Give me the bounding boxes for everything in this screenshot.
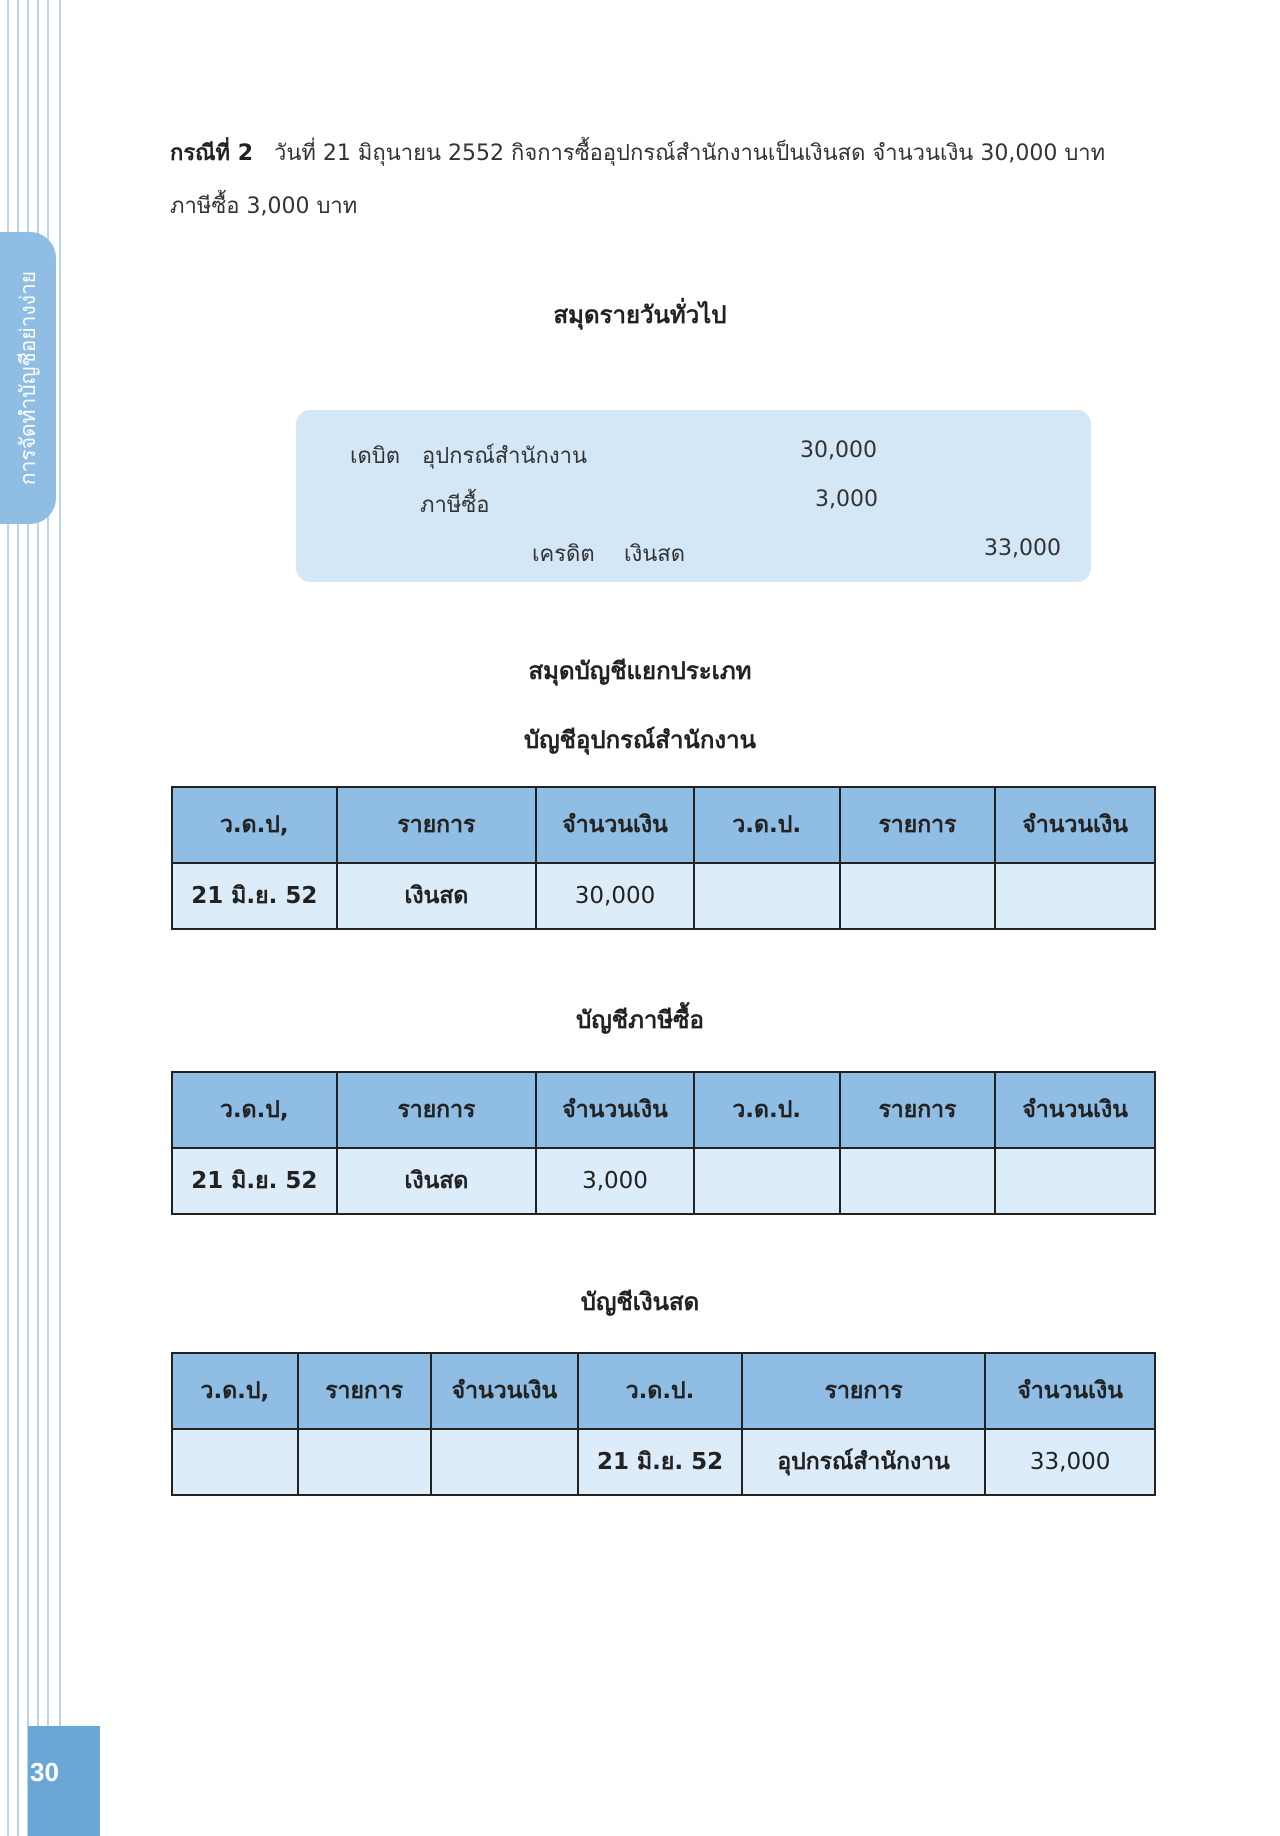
table-header-row — [172, 1353, 1155, 1429]
case-line-1 — [170, 135, 1105, 170]
cell-item-left — [298, 1429, 431, 1495]
header-item-left: รายการ — [337, 1072, 537, 1148]
header-date-right: ว.ด.ป. — [578, 1353, 742, 1429]
journal-entry1-account: อุปกรณ์สำนักงาน — [422, 444, 587, 469]
header-date-left: ว.ด.ป, — [172, 1353, 298, 1429]
cell-item-left: เงินสด — [337, 863, 537, 929]
header-item-left: รายการ — [337, 787, 537, 863]
cell-date-right: 21 มิ.ย. 52 — [578, 1429, 742, 1495]
journal-credit-account: เงินสด — [624, 542, 686, 567]
table-row — [172, 1148, 1155, 1214]
case-line-2: ภาษีซื้อ 3,000 บาท — [170, 194, 358, 219]
ledger-table-cash — [171, 1352, 1156, 1496]
cell-amount-right: 33,000 — [985, 1429, 1155, 1495]
cell-item-right: อุปกรณ์สำนักงาน — [742, 1429, 985, 1495]
header-amount-left: จำนวนเงิน — [431, 1353, 579, 1429]
case-label: กรณีที่ 2 — [170, 141, 254, 166]
ledger-table-equipment — [171, 786, 1156, 930]
journal-entry1-amount: 30,000 — [800, 438, 877, 463]
header-date-right: ว.ด.ป. — [694, 1072, 840, 1148]
journal-credit-amount: 33,000 — [984, 536, 1061, 561]
header-item-right: รายการ — [840, 787, 996, 863]
cell-amount-left: 3,000 — [536, 1148, 694, 1214]
header-date-left: ว.ด.ป, — [172, 1072, 337, 1148]
journal-entry-box — [296, 410, 1091, 582]
cell-date-left — [172, 1429, 298, 1495]
account-title-purchase-tax: บัญชีภาษีซื้อ — [576, 1006, 704, 1034]
cell-date-right — [694, 1148, 840, 1214]
header-amount-left: จำนวนเงิน — [536, 787, 694, 863]
page-number — [28, 1726, 100, 1798]
header-item-right: รายการ — [840, 1072, 996, 1148]
cell-item-right — [840, 863, 996, 929]
cell-item-right — [840, 1148, 996, 1214]
header-amount-right: จำนวนเงิน — [995, 1072, 1155, 1148]
header-item-right: รายการ — [742, 1353, 985, 1429]
chapter-tab-text: การจัดทำบัญชีอย่างง่าย — [16, 270, 40, 486]
journal-heading: สมุดรายวันทั่วไป — [553, 301, 727, 329]
cell-amount-right — [995, 863, 1155, 929]
table-header-row — [172, 787, 1155, 863]
account-title-cash: บัญชีเงินสด — [580, 1288, 700, 1316]
cell-amount-left: 30,000 — [536, 863, 694, 929]
table-header-row — [172, 1072, 1155, 1148]
table-row — [172, 1429, 1155, 1495]
cell-date-left: 21 มิ.ย. 52 — [172, 1148, 337, 1214]
cell-amount-left — [431, 1429, 579, 1495]
debit-label: เดบิต — [350, 444, 401, 469]
credit-label: เครดิต — [532, 542, 595, 567]
cell-date-left: 21 มิ.ย. 52 — [172, 863, 337, 929]
case-text-1: วันที่ 21 มิถุนายน 2552 กิจการซื้ออุปกรณ์สำนักงานเป็นเงินสด จำนวนเงิน 30,000 บาท — [274, 141, 1106, 166]
journal-entry2-amount: 3,000 — [815, 487, 878, 512]
page-number-strip — [28, 1798, 100, 1836]
cell-date-right — [694, 863, 840, 929]
header-amount-right: จำนวนเงิน — [995, 787, 1155, 863]
ledger-table-purchase-tax — [171, 1071, 1156, 1215]
header-amount-left: จำนวนเงิน — [536, 1072, 694, 1148]
header-amount-right: จำนวนเงิน — [985, 1353, 1155, 1429]
cell-item-left: เงินสด — [337, 1148, 537, 1214]
ledger-heading: สมุดบัญชีแยกประเภท — [528, 657, 752, 685]
account-title-equipment: บัญชีอุปกรณ์สำนักงาน — [524, 726, 756, 754]
header-date-right: ว.ด.ป. — [694, 787, 840, 863]
header-date-left: ว.ด.ป, — [172, 787, 337, 863]
cell-amount-right — [995, 1148, 1155, 1214]
page-number-text: 30 — [30, 1757, 59, 1787]
table-row — [172, 863, 1155, 929]
journal-entry2-account: ภาษีซื้อ — [420, 493, 490, 518]
header-item-left: รายการ — [298, 1353, 431, 1429]
